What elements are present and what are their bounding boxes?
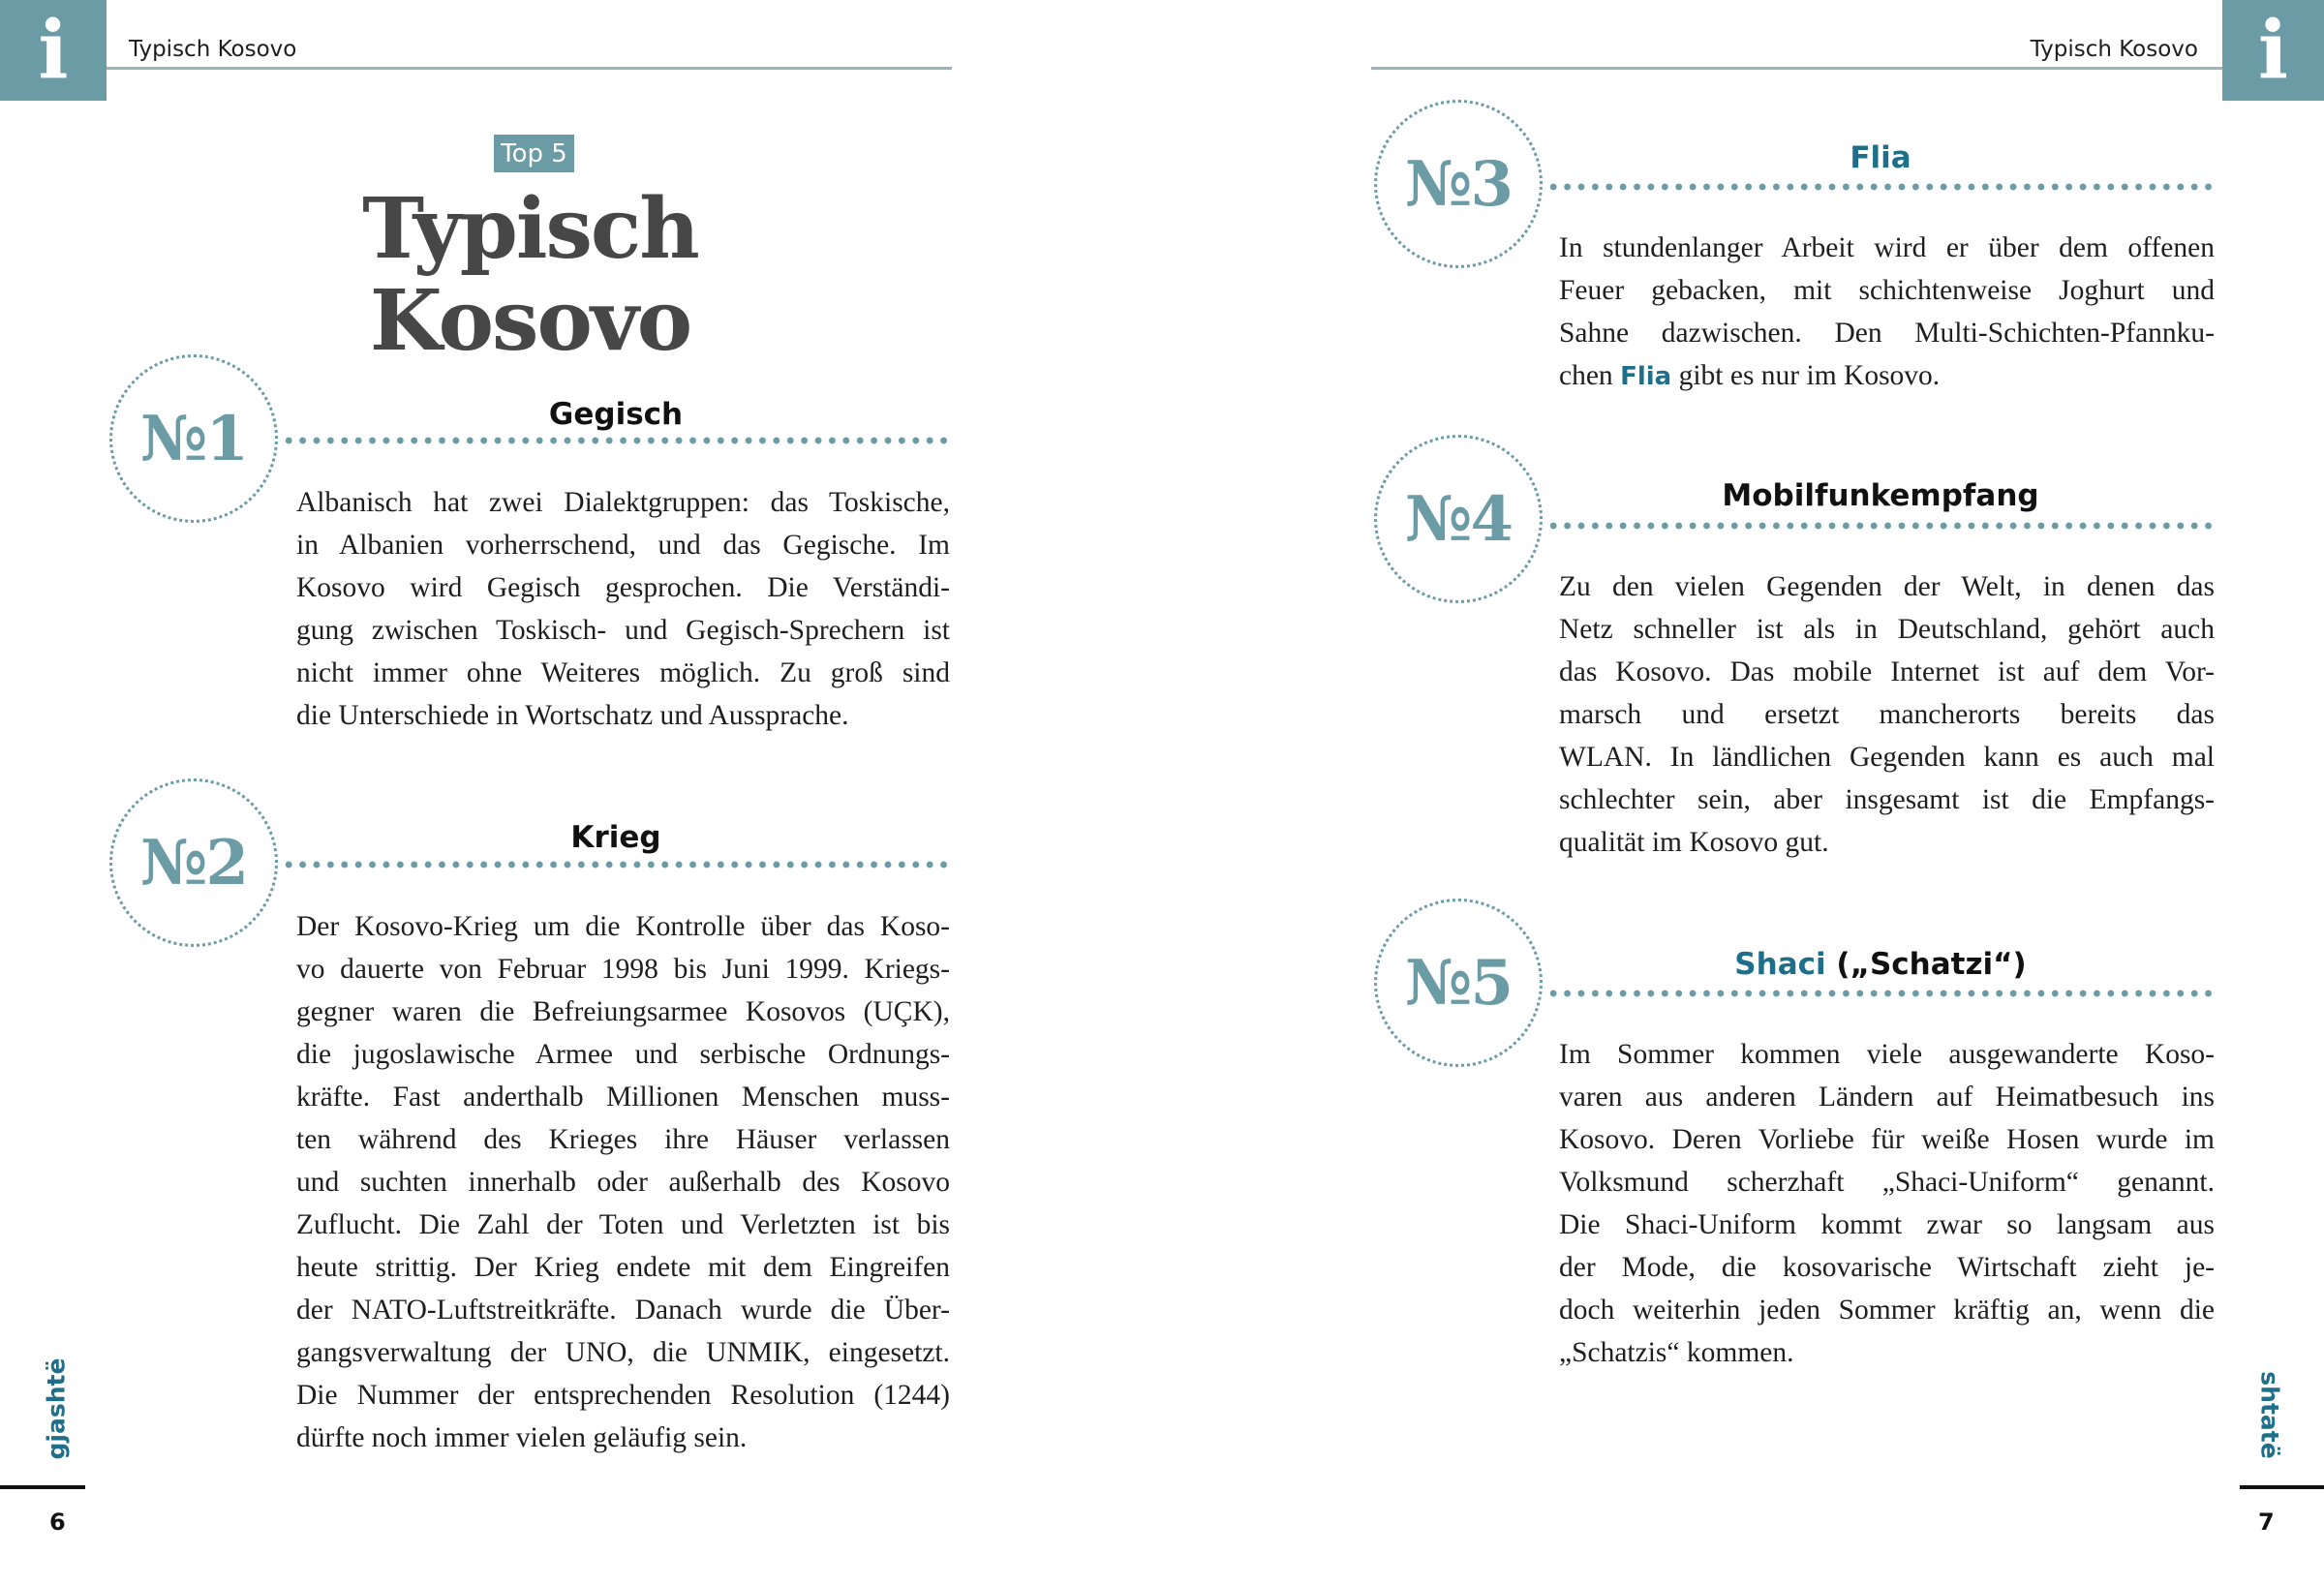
heading-rest: („Schatzi“): [1825, 947, 2027, 982]
item-number: 5: [1470, 946, 1513, 1020]
left-header-rule: [107, 67, 952, 70]
item-body-shaci: [1559, 1033, 2215, 1374]
text-run: chen: [1559, 360, 1621, 391]
item-number: 1: [205, 402, 248, 475]
text-line: Die Nummer der entsprechenden Resolution (1244): [296, 1380, 950, 1411]
text-line: Zu den vielen Gegenden der Welt, in denen das: [1559, 571, 2215, 602]
item-number: 2: [205, 826, 248, 899]
text-line: in Albanien vorherrschend, und das Gegische. Im: [296, 530, 950, 561]
info-icon: i: [38, 4, 69, 97]
number-badge-5: [1374, 899, 1543, 1067]
right-header-rule: [1371, 67, 2222, 70]
text-line: gegner waren die Befreiungsarmee Kosovos (UÇK),: [296, 996, 950, 1027]
side-label-gjashte: gjashtë: [42, 1357, 71, 1460]
number-badge-2: [109, 778, 278, 947]
text-run: gibt es nur im Kosovo.: [1671, 360, 1941, 391]
numero-sign: №: [1404, 946, 1471, 1020]
number-badge-3: [1374, 100, 1543, 268]
text-line: WLAN. In ländlichen Gegenden kann es auch mal: [1559, 742, 2215, 773]
highlight-term-shaci: Shaci: [1734, 947, 1826, 982]
text-line: Albanisch hat zwei Dialektgruppen: das Toskische,: [296, 487, 950, 518]
text-line: Zuflucht. Die Zahl der Toten und Verletzten ist bis: [296, 1209, 950, 1240]
text-line: kräfte. Fast anderthalb Millionen Menschen muss-: [296, 1082, 950, 1113]
number-badge-4: [1374, 435, 1543, 603]
side-label-shtate: shtatë: [2255, 1371, 2284, 1459]
right-running-head: Typisch Kosovo: [2030, 37, 2198, 62]
item-body-krieg: [296, 905, 950, 1459]
info-icon: i: [2257, 4, 2289, 97]
text-line: ten während des Krieges ihre Häuser verlassen: [296, 1124, 950, 1155]
numero-sign: №: [1404, 147, 1471, 221]
dotted-divider: [282, 437, 954, 444]
item-body-gegisch: [296, 481, 950, 737]
number-badge-1: [109, 354, 278, 523]
text-line: heute strittig. Der Krieg endete mit dem Eingreifen: [296, 1252, 950, 1283]
item-body-flia: [1559, 227, 2215, 398]
text-line: Kosovo. Deren Vorliebe für weiße Hosen wurde im: [1559, 1124, 2215, 1155]
text-line: gung zwischen Toskisch- und Gegisch-Sprechern ist: [296, 615, 950, 646]
text-line: Volksmund scherzhaft „Shaci-Uniform“ genannt.: [1559, 1167, 2215, 1198]
text-line: Sahne dazwischen. Den Multi-Schichten-Pfannku-: [1559, 318, 2215, 349]
text-line: qualität im Kosovo gut.: [1559, 827, 1829, 858]
text-line: der Mode, die kosovarische Wirtschaft zieht je-: [1559, 1252, 2215, 1283]
text-line: Die Shaci-Uniform kommt zwar so langsam aus: [1559, 1209, 2215, 1240]
top5-badge: Top 5: [494, 135, 574, 172]
page-number-right: 7: [2258, 1509, 2275, 1536]
text-line: die jugoslawische Armee und serbische Ordnungs-: [296, 1039, 950, 1070]
text-line: varen aus anderen Ländern auf Heimatbesuch ins: [1559, 1082, 2215, 1113]
numero-sign: №: [139, 402, 206, 475]
text-line: nicht immer ohne Weiteres möglich. Zu groß sind: [296, 657, 950, 688]
text-line: die Unterschiede in Wortschatz und Aussprache.: [296, 700, 849, 731]
item-heading-mobilfunkempfang: Mobilfunkempfang: [1722, 478, 2039, 513]
text-line: marsch und ersetzt mancherorts bereits das: [1559, 699, 2215, 730]
text-line: und suchten innerhalb oder außerhalb des Kosovo: [296, 1167, 950, 1198]
numero-sign: №: [139, 826, 206, 899]
text-line: [1559, 354, 2215, 398]
text-line: Netz schneller ist als in Deutschland, gehört auch: [1559, 614, 2215, 645]
text-line: „Schatzis“ kommen.: [1559, 1337, 1794, 1368]
item-heading-krieg: Krieg: [570, 820, 661, 855]
text-line: gangsverwaltung der UNO, die UNMIK, eingesetzt.: [296, 1337, 950, 1368]
item-heading-shaci: [1546, 947, 2215, 982]
text-line: der NATO-Luftstreitkräfte. Danach wurde die Über-: [296, 1295, 950, 1326]
text-line: In stundenlanger Arbeit wird er über dem offenen: [1559, 232, 2215, 263]
text-line: Kosovo wird Gegisch gesprochen. Die Verständi-: [296, 572, 950, 603]
item-body-mobilfunk: [1559, 565, 2215, 864]
text-line: dürfte noch immer vielen geläufig sein.: [296, 1422, 748, 1453]
text-line: Der Kosovo-Krieg um die Kontrolle über das Koso-: [296, 911, 950, 942]
dotted-divider: [1546, 990, 2218, 997]
dotted-divider: [282, 861, 954, 869]
page-number-left: 6: [49, 1509, 66, 1536]
item-number: 3: [1470, 147, 1513, 221]
text-line: schlechter sein, aber insgesamt ist die Empfangs-: [1559, 784, 2215, 815]
text-line: vo dauerte von Februar 1998 bis Juni 1999. Kriegs-: [296, 954, 950, 985]
text-line: das Kosovo. Das mobile Internet ist auf dem Vor-: [1559, 656, 2215, 687]
left-corner-info-block: [0, 0, 107, 101]
item-heading-gegisch: Gegisch: [548, 397, 684, 432]
text-line: Im Sommer kommen viele ausgewanderte Koso-: [1559, 1039, 2215, 1070]
numero-sign: №: [1404, 482, 1471, 556]
footer-rule: [2240, 1485, 2324, 1489]
dotted-divider: [1546, 522, 2218, 530]
left-running-head: Typisch Kosovo: [129, 37, 297, 62]
highlight-term-flia: Flia: [1620, 362, 1672, 391]
dotted-divider: [1546, 183, 2218, 191]
item-heading-flia: Flia: [1850, 140, 1911, 175]
item-number: 4: [1470, 482, 1513, 556]
right-corner-info-block: [2222, 0, 2324, 101]
text-line: doch weiterhin jeden Sommer kräftig an, wenn die: [1559, 1295, 2215, 1326]
footer-rule: [0, 1485, 85, 1489]
page-title: Typisch Kosovo: [362, 180, 698, 370]
text-line: Feuer gebacken, mit schichtenweise Joghurt und: [1559, 275, 2215, 306]
